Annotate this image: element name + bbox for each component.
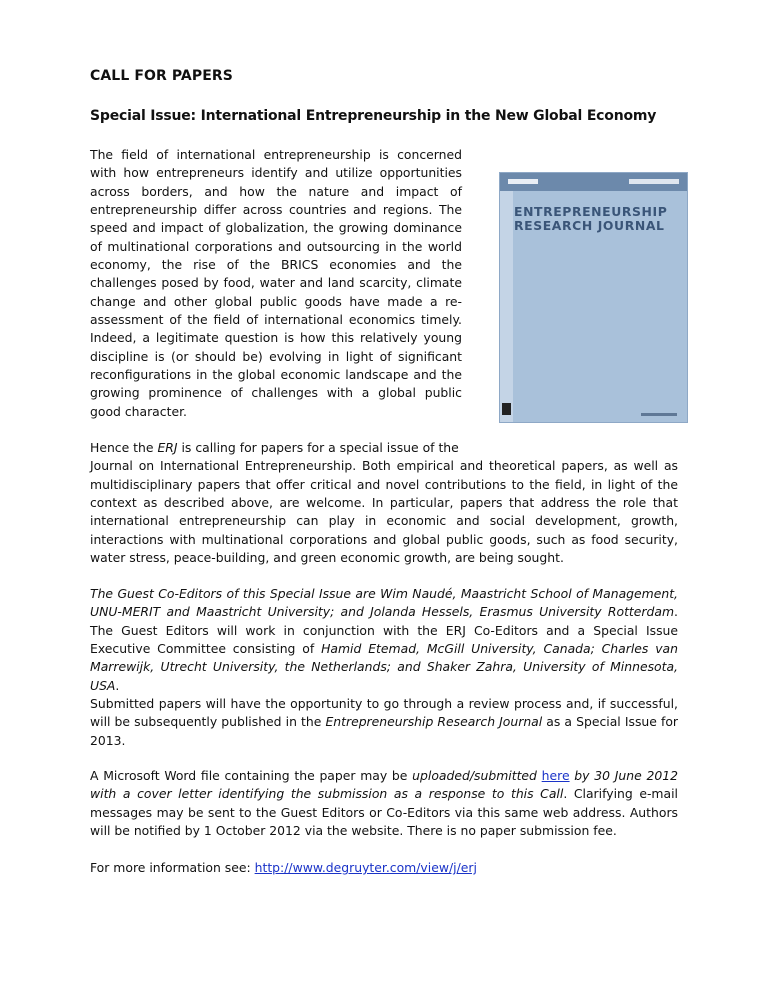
call-text-b: is calling for papers for a special issue of the [177, 440, 459, 455]
cover-publisher-mark [508, 179, 538, 184]
paragraph-call [90, 439, 678, 567]
editors-end-text: . [115, 677, 120, 693]
cover-title-line-2: RESEARCH JOURNAL [514, 218, 665, 233]
paragraph-intro: The field of international entrepreneurship is concerned with how entrepreneurs identify and utilize opportunities across borders, and how the nature and impact of entrepreneurship differ across countries and regions. The speed and impact of globalization, the growing dominance of multinational corporations and outsourcing in the world economy, the rise of the BRICS economies and the challenges posed by food, water and land scarcity, climate change and other global public goods have made a re-assessment of the field of international economics timely. Indeed, a legitimate question is how this relatively young discipline is (or should be) evolving in light of significant reconfigurations in the global economic landscape and the growing prominence of challenges with a global public good character. [90, 147, 462, 419]
journal-name: Entrepreneurship Research Journal [325, 714, 543, 730]
journal-url-link[interactable]: http://www.degruyter.com/view/j/erj [254, 860, 477, 875]
paragraph-editors [90, 585, 678, 695]
review-text-a: Submitted papers will have the opportunity to go through a review process and, if successful, will be subsequently published in the [90, 696, 678, 730]
cover-side-strip [500, 191, 513, 422]
cover-journal-title [514, 205, 684, 233]
review-text-b: as a Special Issue for 2013. [90, 714, 678, 748]
page-title: CALL FOR PAPERS [90, 68, 233, 84]
editors-mid-text: . The Guest Editors will work in conjunction with the ERJ Co-Editors and a Special Issue Executive Committee consisting of [90, 604, 678, 657]
cover-volume-mark [629, 179, 679, 184]
publisher-logo-icon [502, 403, 511, 415]
submission-deadline-text: by 30 June 2012 with a cover letter identifying the submission as a response to this Call [90, 768, 678, 802]
paragraph-submission [90, 767, 678, 840]
journal-cover-image [499, 172, 688, 423]
cover-title-line-1: ENTREPRENEURSHIP [514, 204, 668, 219]
more-info-label: For more information see: [90, 860, 255, 875]
submission-text-b: . Clarifying e-mail messages may be sent to the Guest Editors or Co-Editors via this same web address. Authors will be notified by 1 October 2012 via the website. There is no paper submission fee. [90, 786, 678, 839]
special-issue-heading: Special Issue: International Entrepreneurship in the New Global Economy [90, 108, 657, 124]
paragraph-more-info [90, 859, 678, 877]
call-text-a: Hence the [90, 440, 158, 455]
call-first-line [90, 439, 678, 457]
cover-url-mark [641, 413, 677, 416]
submission-here-link[interactable]: here [541, 768, 570, 783]
uploaded-submitted-text: uploaded/submitted [412, 768, 537, 783]
call-text-c: Journal on International Entrepreneurship. Both empirical and theoretical papers, as well as multidisciplinary papers that offer critical and novel contributions to the field, in light of the context as described above, are welcome. In particular, papers that address the role that international entrepreneurship can play in economic and social development, growth, interactions with multinational corporations and global public goods, such as food security, water stress, peace-building, and green economic growth, are being sought. [90, 458, 678, 566]
committee-members-text: Hamid Etemad, McGill University, Canada; Charles van Marrewijk, Utrecht University, the Netherlands; and Shaker Zahra, University of Minnesota, USA [90, 641, 678, 693]
paragraph-review [90, 695, 678, 750]
submission-text-a: A Microsoft Word file containing the paper may be [90, 768, 413, 783]
erj-abbrev: ERJ [157, 440, 178, 455]
guest-editors-text: The Guest Co-Editors of this Special Issue are Wim Naudé, Maastricht School of Management, UNU-MERIT and Maastricht University; and Jolanda Hessels, Erasmus University Rotterdam [90, 586, 678, 620]
